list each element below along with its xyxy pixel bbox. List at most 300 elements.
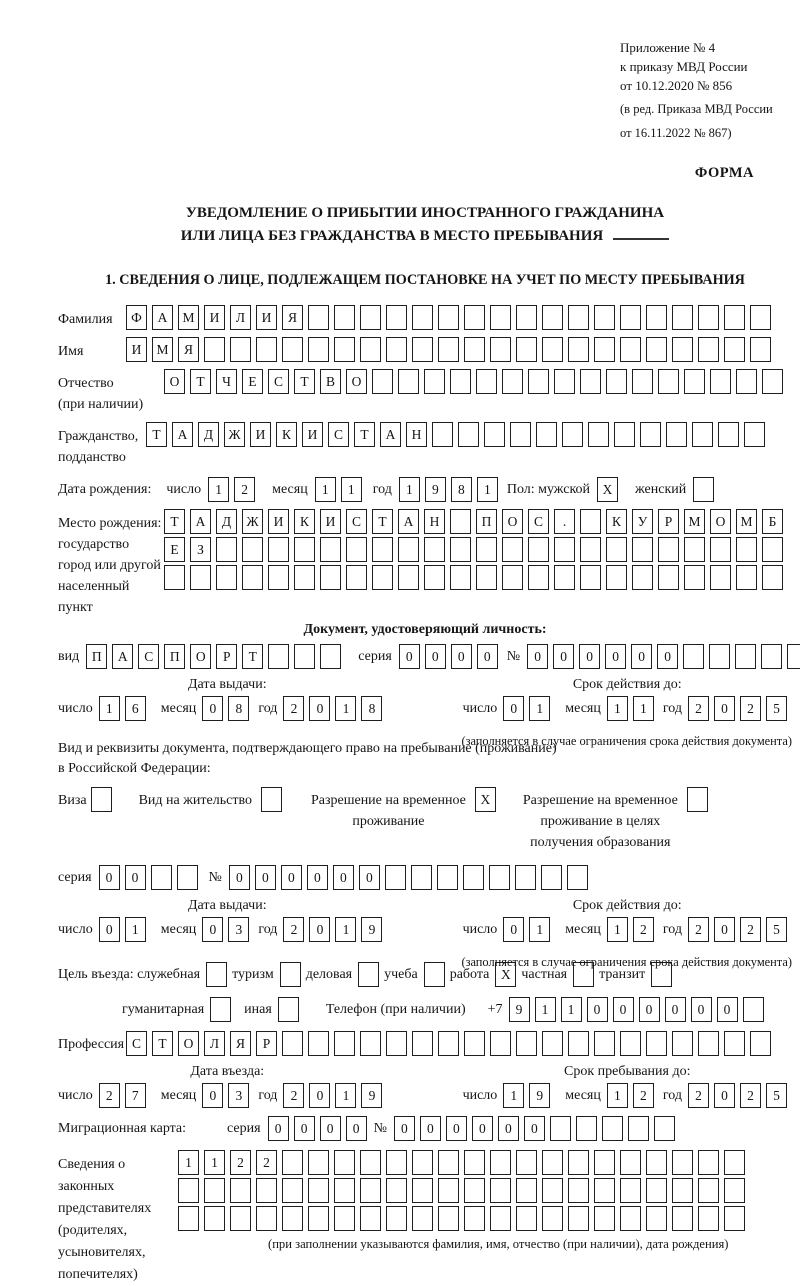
surname-cell[interactable]: [360, 305, 381, 330]
profession-cell[interactable]: [308, 1031, 329, 1056]
citizenship-cell[interactable]: [588, 422, 609, 447]
birthplace-row3-cell[interactable]: [164, 565, 185, 590]
migcard-series-cell[interactable]: 0: [346, 1116, 367, 1141]
patronymic-cell[interactable]: [476, 369, 497, 394]
representatives-row2-cell[interactable]: [230, 1178, 251, 1203]
entry-year-cell[interactable]: 0: [309, 1083, 330, 1108]
permit-number-cell[interactable]: 0: [333, 865, 354, 890]
profession-cell[interactable]: [724, 1031, 745, 1056]
patronymic-cell[interactable]: [632, 369, 653, 394]
doc-number-cell[interactable]: 0: [657, 644, 678, 669]
phone-cell[interactable]: 1: [561, 997, 582, 1022]
name-cell[interactable]: [282, 337, 303, 362]
birthplace-row2-cell[interactable]: [242, 537, 263, 562]
doc-kind-cell[interactable]: П: [86, 644, 107, 669]
birthplace-row2-cell[interactable]: [528, 537, 549, 562]
birthplace-row3-cell[interactable]: [398, 565, 419, 590]
birthplace-row1-cell[interactable]: .: [554, 509, 575, 534]
patronymic-cell[interactable]: [762, 369, 783, 394]
permit-valid-year-cell[interactable]: 5: [766, 917, 787, 942]
stay-month-cell[interactable]: 1: [607, 1083, 628, 1108]
migcard-number-cell[interactable]: 0: [446, 1116, 467, 1141]
birthplace-row3-cell[interactable]: [372, 565, 393, 590]
migcard-series-cell[interactable]: 0: [268, 1116, 289, 1141]
temp-permit-edu-cell[interactable]: [687, 787, 708, 812]
representatives-row3-cell[interactable]: [412, 1206, 433, 1231]
purpose-business-cell[interactable]: [358, 962, 379, 987]
birthplace-row3-cell[interactable]: [554, 565, 575, 590]
surname-cell[interactable]: [464, 305, 485, 330]
doc-issue-day-cell[interactable]: 1: [99, 696, 120, 721]
citizenship-cell[interactable]: [718, 422, 739, 447]
purpose-study-cell[interactable]: [424, 962, 445, 987]
doc-issue-month-cell[interactable]: 0: [202, 696, 223, 721]
representatives-row3-cell[interactable]: [282, 1206, 303, 1231]
surname-cell[interactable]: Ф: [126, 305, 147, 330]
representatives-row2-cell[interactable]: [256, 1178, 277, 1203]
birthplace-row1-cell[interactable]: А: [190, 509, 211, 534]
citizenship-cell[interactable]: И: [250, 422, 271, 447]
patronymic-cell[interactable]: [580, 369, 601, 394]
doc-kind-cell[interactable]: С: [138, 644, 159, 669]
birthplace-row2-cell[interactable]: [580, 537, 601, 562]
patronymic-cell[interactable]: Ч: [216, 369, 237, 394]
representatives-row2-cell[interactable]: [672, 1178, 693, 1203]
representatives-row3-cell[interactable]: [724, 1206, 745, 1231]
surname-cell[interactable]: М: [178, 305, 199, 330]
birthplace-row1-cell[interactable]: П: [476, 509, 497, 534]
birth-year-cell[interactable]: 8: [451, 477, 472, 502]
representatives-row2-cell[interactable]: [490, 1178, 511, 1203]
surname-cell[interactable]: Л: [230, 305, 251, 330]
doc-series-cell[interactable]: 0: [399, 644, 420, 669]
permit-valid-year-cell[interactable]: 0: [714, 917, 735, 942]
migcard-number-cell[interactable]: 0: [420, 1116, 441, 1141]
birthplace-row3-cell[interactable]: [606, 565, 627, 590]
citizenship-cell[interactable]: Д: [198, 422, 219, 447]
birthplace-row3-cell[interactable]: [580, 565, 601, 590]
surname-cell[interactable]: [750, 305, 771, 330]
stay-day-cell[interactable]: 9: [529, 1083, 550, 1108]
birthplace-row2-cell[interactable]: [476, 537, 497, 562]
patronymic-cell[interactable]: В: [320, 369, 341, 394]
birthplace-row2-cell[interactable]: [450, 537, 471, 562]
birthplace-row3-cell[interactable]: [762, 565, 783, 590]
surname-cell[interactable]: [698, 305, 719, 330]
birthplace-row3-cell[interactable]: [450, 565, 471, 590]
name-cell[interactable]: М: [152, 337, 173, 362]
birthplace-row1-cell[interactable]: О: [710, 509, 731, 534]
doc-valid-year-cell[interactable]: 2: [688, 696, 709, 721]
birthplace-row2-cell[interactable]: [762, 537, 783, 562]
doc-valid-year-cell[interactable]: 0: [714, 696, 735, 721]
phone-cell[interactable]: 1: [535, 997, 556, 1022]
representatives-row2-cell[interactable]: [542, 1178, 563, 1203]
surname-cell[interactable]: Я: [282, 305, 303, 330]
birthplace-row3-cell[interactable]: [346, 565, 367, 590]
birthplace-row3-cell[interactable]: [710, 565, 731, 590]
phone-cell[interactable]: 0: [587, 997, 608, 1022]
patronymic-cell[interactable]: [554, 369, 575, 394]
doc-number-cell[interactable]: [709, 644, 730, 669]
citizenship-cell[interactable]: И: [302, 422, 323, 447]
birthplace-row2-cell[interactable]: [606, 537, 627, 562]
patronymic-cell[interactable]: [710, 369, 731, 394]
permit-number-cell[interactable]: [567, 865, 588, 890]
representatives-row2-cell[interactable]: [438, 1178, 459, 1203]
representatives-row2-cell[interactable]: [334, 1178, 355, 1203]
doc-number-cell[interactable]: [735, 644, 756, 669]
doc-valid-year-cell[interactable]: 2: [740, 696, 761, 721]
doc-issue-year-cell[interactable]: 8: [361, 696, 382, 721]
patronymic-cell[interactable]: Т: [294, 369, 315, 394]
patronymic-cell[interactable]: [658, 369, 679, 394]
representatives-row3-cell[interactable]: [594, 1206, 615, 1231]
birth-month-cell[interactable]: 1: [341, 477, 362, 502]
birthplace-row2-cell[interactable]: [710, 537, 731, 562]
profession-cell[interactable]: Я: [230, 1031, 251, 1056]
purpose-other-cell[interactable]: [278, 997, 299, 1022]
representatives-row3-cell[interactable]: [334, 1206, 355, 1231]
migcard-number-cell[interactable]: [602, 1116, 623, 1141]
doc-number-cell[interactable]: 0: [553, 644, 574, 669]
profession-cell[interactable]: [594, 1031, 615, 1056]
representatives-row3-cell[interactable]: [386, 1206, 407, 1231]
surname-cell[interactable]: [516, 305, 537, 330]
representatives-row2-cell[interactable]: [282, 1178, 303, 1203]
birthplace-row1-cell[interactable]: Р: [658, 509, 679, 534]
birthplace-row1-cell[interactable]: [580, 509, 601, 534]
doc-valid-year-cell[interactable]: 5: [766, 696, 787, 721]
profession-cell[interactable]: [412, 1031, 433, 1056]
birthplace-row1-cell[interactable]: Н: [424, 509, 445, 534]
permit-series-cell[interactable]: 0: [125, 865, 146, 890]
patronymic-cell[interactable]: [424, 369, 445, 394]
representatives-row3-cell[interactable]: [542, 1206, 563, 1231]
name-cell[interactable]: [464, 337, 485, 362]
surname-cell[interactable]: И: [256, 305, 277, 330]
stay-day-cell[interactable]: 1: [503, 1083, 524, 1108]
birthplace-row1-cell[interactable]: М: [684, 509, 705, 534]
doc-valid-day-cell[interactable]: 1: [529, 696, 550, 721]
permit-valid-year-cell[interactable]: 2: [740, 917, 761, 942]
permit-valid-day-cell[interactable]: 1: [529, 917, 550, 942]
doc-kind-cell[interactable]: [320, 644, 341, 669]
birthplace-row1-cell[interactable]: С: [528, 509, 549, 534]
profession-cell[interactable]: [438, 1031, 459, 1056]
migcard-series-cell[interactable]: 0: [294, 1116, 315, 1141]
birthplace-row1-cell[interactable]: И: [268, 509, 289, 534]
birthplace-row3-cell[interactable]: [320, 565, 341, 590]
birthplace-row3-cell[interactable]: [242, 565, 263, 590]
doc-issue-day-cell[interactable]: 6: [125, 696, 146, 721]
representatives-row2-cell[interactable]: [646, 1178, 667, 1203]
birthplace-row3-cell[interactable]: [268, 565, 289, 590]
permit-series-cell[interactable]: [151, 865, 172, 890]
name-cell[interactable]: [256, 337, 277, 362]
surname-cell[interactable]: [490, 305, 511, 330]
birthplace-row3-cell[interactable]: [424, 565, 445, 590]
representatives-row3-cell[interactable]: [230, 1206, 251, 1231]
citizenship-cell[interactable]: [432, 422, 453, 447]
name-cell[interactable]: И: [126, 337, 147, 362]
phone-cell[interactable]: 0: [665, 997, 686, 1022]
surname-cell[interactable]: [412, 305, 433, 330]
patronymic-cell[interactable]: [736, 369, 757, 394]
citizenship-cell[interactable]: К: [276, 422, 297, 447]
birth-month-cell[interactable]: 1: [315, 477, 336, 502]
surname-cell[interactable]: [620, 305, 641, 330]
representatives-row3-cell[interactable]: [256, 1206, 277, 1231]
stay-year-cell[interactable]: 2: [740, 1083, 761, 1108]
profession-cell[interactable]: [386, 1031, 407, 1056]
birthplace-row3-cell[interactable]: [294, 565, 315, 590]
doc-number-cell[interactable]: 0: [605, 644, 626, 669]
doc-valid-month-cell[interactable]: 1: [633, 696, 654, 721]
profession-cell[interactable]: Л: [204, 1031, 225, 1056]
stay-year-cell[interactable]: 0: [714, 1083, 735, 1108]
surname-cell[interactable]: [542, 305, 563, 330]
citizenship-cell[interactable]: [614, 422, 635, 447]
birthplace-row3-cell[interactable]: [216, 565, 237, 590]
doc-kind-cell[interactable]: О: [190, 644, 211, 669]
name-cell[interactable]: Я: [178, 337, 199, 362]
citizenship-cell[interactable]: [692, 422, 713, 447]
representatives-row3-cell[interactable]: [516, 1206, 537, 1231]
birthplace-row3-cell[interactable]: [658, 565, 679, 590]
name-cell[interactable]: [308, 337, 329, 362]
representatives-row3-cell[interactable]: [620, 1206, 641, 1231]
doc-kind-cell[interactable]: П: [164, 644, 185, 669]
doc-issue-year-cell[interactable]: 1: [335, 696, 356, 721]
profession-cell[interactable]: [646, 1031, 667, 1056]
patronymic-cell[interactable]: [450, 369, 471, 394]
patronymic-cell[interactable]: [528, 369, 549, 394]
name-cell[interactable]: [542, 337, 563, 362]
permit-series-cell[interactable]: [177, 865, 198, 890]
phone-cell[interactable]: 0: [717, 997, 738, 1022]
birthplace-row3-cell[interactable]: [736, 565, 757, 590]
birthplace-row2-cell[interactable]: [502, 537, 523, 562]
migcard-number-cell[interactable]: 0: [498, 1116, 519, 1141]
birthplace-row1-cell[interactable]: М: [736, 509, 757, 534]
birthplace-row2-cell[interactable]: [736, 537, 757, 562]
profession-cell[interactable]: [282, 1031, 303, 1056]
permit-number-cell[interactable]: [541, 865, 562, 890]
doc-series-cell[interactable]: 0: [425, 644, 446, 669]
representatives-row2-cell[interactable]: [360, 1178, 381, 1203]
profession-cell[interactable]: [568, 1031, 589, 1056]
birthplace-row2-cell[interactable]: [346, 537, 367, 562]
representatives-row3-cell[interactable]: [308, 1206, 329, 1231]
migcard-number-cell[interactable]: [628, 1116, 649, 1141]
name-cell[interactable]: [620, 337, 641, 362]
name-cell[interactable]: [646, 337, 667, 362]
profession-cell[interactable]: [750, 1031, 771, 1056]
patronymic-cell[interactable]: С: [268, 369, 289, 394]
permit-valid-day-cell[interactable]: 0: [503, 917, 524, 942]
birthplace-row1-cell[interactable]: А: [398, 509, 419, 534]
birthplace-row2-cell[interactable]: [216, 537, 237, 562]
name-cell[interactable]: [672, 337, 693, 362]
name-cell[interactable]: [230, 337, 251, 362]
permit-issue-year-cell[interactable]: 9: [361, 917, 382, 942]
surname-cell[interactable]: А: [152, 305, 173, 330]
citizenship-cell[interactable]: [510, 422, 531, 447]
profession-cell[interactable]: Т: [152, 1031, 173, 1056]
citizenship-cell[interactable]: Ж: [224, 422, 245, 447]
migcard-number-cell[interactable]: [654, 1116, 675, 1141]
birthplace-row1-cell[interactable]: О: [502, 509, 523, 534]
migcard-number-cell[interactable]: 0: [472, 1116, 493, 1141]
patronymic-cell[interactable]: О: [346, 369, 367, 394]
residence-permit-cell[interactable]: [261, 787, 282, 812]
migcard-number-cell[interactable]: [550, 1116, 571, 1141]
permit-issue-day-cell[interactable]: 0: [99, 917, 120, 942]
doc-kind-cell[interactable]: [294, 644, 315, 669]
profession-cell[interactable]: [620, 1031, 641, 1056]
surname-cell[interactable]: [594, 305, 615, 330]
purpose-humanitarian-cell[interactable]: [210, 997, 231, 1022]
stay-month-cell[interactable]: 2: [633, 1083, 654, 1108]
visa-cell[interactable]: [91, 787, 112, 812]
purpose-official-cell[interactable]: [206, 962, 227, 987]
birth-year-cell[interactable]: 1: [477, 477, 498, 502]
representatives-row3-cell[interactable]: [698, 1206, 719, 1231]
representatives-row2-cell[interactable]: [620, 1178, 641, 1203]
name-cell[interactable]: [334, 337, 355, 362]
doc-kind-cell[interactable]: [268, 644, 289, 669]
birthplace-row1-cell[interactable]: Т: [164, 509, 185, 534]
birthplace-row3-cell[interactable]: [476, 565, 497, 590]
name-cell[interactable]: [568, 337, 589, 362]
birthplace-row1-cell[interactable]: Д: [216, 509, 237, 534]
entry-month-cell[interactable]: 0: [202, 1083, 223, 1108]
surname-cell[interactable]: [646, 305, 667, 330]
doc-valid-month-cell[interactable]: 1: [607, 696, 628, 721]
permit-number-cell[interactable]: 0: [229, 865, 250, 890]
phone-cell[interactable]: 0: [691, 997, 712, 1022]
surname-cell[interactable]: [334, 305, 355, 330]
citizenship-cell[interactable]: Т: [354, 422, 375, 447]
stay-year-cell[interactable]: 5: [766, 1083, 787, 1108]
purpose-tourism-cell[interactable]: [280, 962, 301, 987]
birthplace-row3-cell[interactable]: [684, 565, 705, 590]
doc-issue-year-cell[interactable]: 0: [309, 696, 330, 721]
representatives-row1-cell[interactable]: 2: [230, 1150, 251, 1175]
representatives-row2-cell[interactable]: [464, 1178, 485, 1203]
citizenship-cell[interactable]: [536, 422, 557, 447]
patronymic-cell[interactable]: [606, 369, 627, 394]
patronymic-cell[interactable]: [684, 369, 705, 394]
permit-issue-day-cell[interactable]: 1: [125, 917, 146, 942]
entry-day-cell[interactable]: 7: [125, 1083, 146, 1108]
patronymic-cell[interactable]: [372, 369, 393, 394]
birthplace-row2-cell[interactable]: Е: [164, 537, 185, 562]
doc-issue-month-cell[interactable]: 8: [228, 696, 249, 721]
permit-issue-year-cell[interactable]: 2: [283, 917, 304, 942]
surname-cell[interactable]: И: [204, 305, 225, 330]
representatives-row3-cell[interactable]: [568, 1206, 589, 1231]
doc-kind-cell[interactable]: А: [112, 644, 133, 669]
representatives-row1-cell[interactable]: 1: [178, 1150, 199, 1175]
citizenship-cell[interactable]: А: [172, 422, 193, 447]
birthplace-row2-cell[interactable]: [372, 537, 393, 562]
representatives-row2-cell[interactable]: [594, 1178, 615, 1203]
birthplace-row2-cell[interactable]: [424, 537, 445, 562]
citizenship-cell[interactable]: [458, 422, 479, 447]
citizenship-cell[interactable]: С: [328, 422, 349, 447]
patronymic-cell[interactable]: Т: [190, 369, 211, 394]
birthplace-row1-cell[interactable]: И: [320, 509, 341, 534]
profession-cell[interactable]: [542, 1031, 563, 1056]
birth-year-cell[interactable]: 9: [425, 477, 446, 502]
profession-cell[interactable]: [334, 1031, 355, 1056]
citizenship-cell[interactable]: [484, 422, 505, 447]
citizenship-cell[interactable]: [666, 422, 687, 447]
birthplace-row2-cell[interactable]: [658, 537, 679, 562]
profession-cell[interactable]: О: [178, 1031, 199, 1056]
representatives-row2-cell[interactable]: [724, 1178, 745, 1203]
birthplace-row2-cell[interactable]: [632, 537, 653, 562]
phone-cell[interactable]: 0: [613, 997, 634, 1022]
doc-number-cell[interactable]: 0: [527, 644, 548, 669]
birthplace-row1-cell[interactable]: Б: [762, 509, 783, 534]
representatives-row3-cell[interactable]: [490, 1206, 511, 1231]
representatives-row3-cell[interactable]: [646, 1206, 667, 1231]
surname-cell[interactable]: [438, 305, 459, 330]
doc-kind-cell[interactable]: Т: [242, 644, 263, 669]
temp-permit-cell[interactable]: X: [475, 787, 496, 812]
sex-male-cell[interactable]: X: [597, 477, 618, 502]
citizenship-cell[interactable]: Т: [146, 422, 167, 447]
permit-number-cell[interactable]: [463, 865, 484, 890]
permit-issue-year-cell[interactable]: 1: [335, 917, 356, 942]
birth-day-cell[interactable]: 1: [208, 477, 229, 502]
birthplace-row3-cell[interactable]: [632, 565, 653, 590]
birthplace-row2-cell[interactable]: [294, 537, 315, 562]
name-cell[interactable]: [516, 337, 537, 362]
representatives-row3-cell[interactable]: [464, 1206, 485, 1231]
permit-number-cell[interactable]: [489, 865, 510, 890]
migcard-number-cell[interactable]: 0: [394, 1116, 415, 1141]
birthplace-row1-cell[interactable]: Ж: [242, 509, 263, 534]
surname-cell[interactable]: [308, 305, 329, 330]
birthplace-row1-cell[interactable]: У: [632, 509, 653, 534]
representatives-row3-cell[interactable]: [360, 1206, 381, 1231]
representatives-row1-cell[interactable]: 1: [204, 1150, 225, 1175]
purpose-work-cell[interactable]: X: [495, 962, 516, 987]
name-cell[interactable]: [438, 337, 459, 362]
surname-cell[interactable]: [568, 305, 589, 330]
profession-cell[interactable]: [672, 1031, 693, 1056]
birthplace-row3-cell[interactable]: [528, 565, 549, 590]
sex-female-cell[interactable]: [693, 477, 714, 502]
migcard-number-cell[interactable]: [576, 1116, 597, 1141]
permit-number-cell[interactable]: 0: [255, 865, 276, 890]
permit-number-cell[interactable]: 0: [359, 865, 380, 890]
representatives-row2-cell[interactable]: [386, 1178, 407, 1203]
patronymic-cell[interactable]: Е: [242, 369, 263, 394]
name-cell[interactable]: [698, 337, 719, 362]
profession-cell[interactable]: [516, 1031, 537, 1056]
stay-year-cell[interactable]: 2: [688, 1083, 709, 1108]
profession-cell[interactable]: С: [126, 1031, 147, 1056]
entry-year-cell[interactable]: 1: [335, 1083, 356, 1108]
doc-series-cell[interactable]: 0: [451, 644, 472, 669]
name-cell[interactable]: [750, 337, 771, 362]
representatives-row2-cell[interactable]: [516, 1178, 537, 1203]
